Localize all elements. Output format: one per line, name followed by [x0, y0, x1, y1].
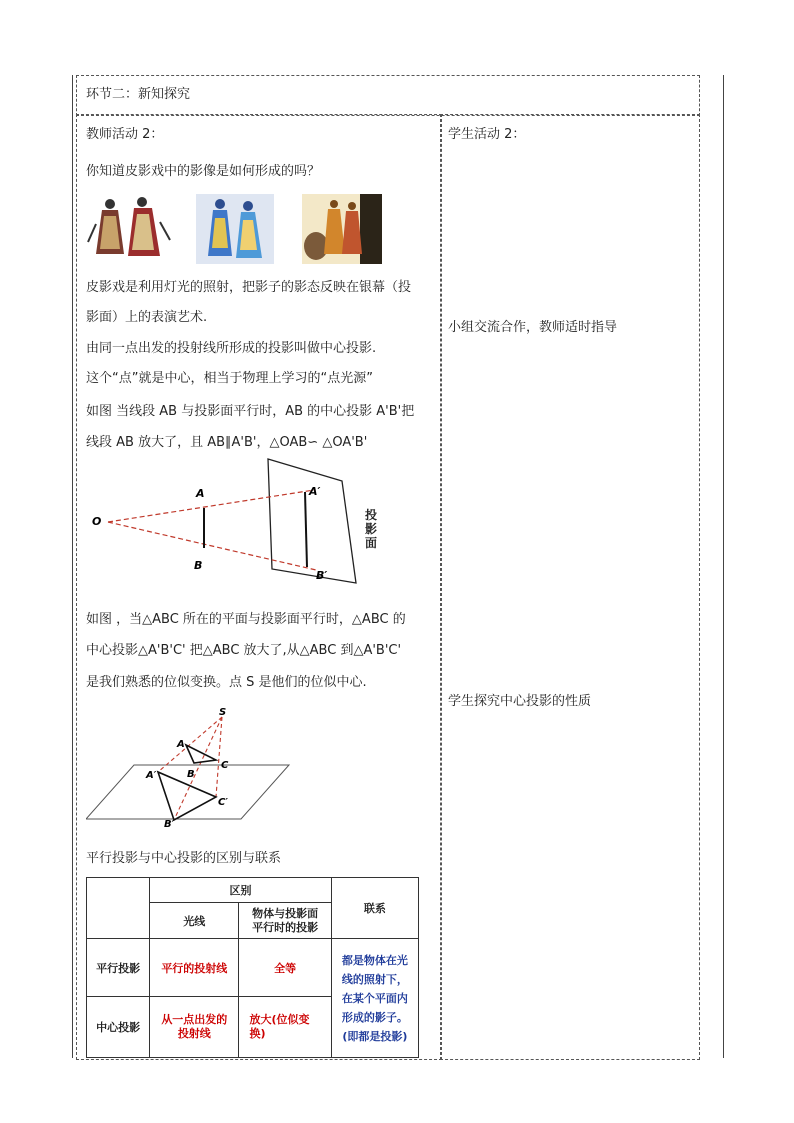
fig2-label-B1: B′	[164, 819, 175, 830]
section-title: 环节二：新知探究	[86, 87, 191, 102]
table-row2-label: 中心投影	[87, 997, 150, 1058]
fig2-label-A: A	[177, 739, 185, 750]
table-row2-proj	[239, 997, 331, 1058]
projection-plane-label: 投影面	[365, 508, 378, 550]
para2: 由同一点出发的投射线所形成的投影叫做中心投影.	[86, 341, 377, 356]
compare-title: 平行投影与中心投影的区别与联系	[86, 851, 282, 866]
para5-line1: 如图 ，当△ABC 所在的平面与投影面平行时，△ABC 的	[86, 612, 406, 627]
table-proj-header	[239, 903, 331, 939]
fig2-label-A1: A′	[146, 770, 157, 781]
para1-line2: 影面）上的表演艺术.	[86, 310, 208, 325]
table-diff-header: 区别	[150, 878, 332, 903]
para1-line1: 皮影戏是利用灯光的照射，把影子的影态反映在银幕（投	[86, 280, 412, 295]
table-row1-label: 平行投影	[87, 939, 150, 997]
fig1-label-O: O	[92, 515, 102, 528]
figure-homothety-triangles	[86, 705, 296, 830]
row2-light-line1: 从一点出发的	[161, 1013, 228, 1026]
fig1-label-A: A	[196, 487, 205, 500]
proj-header-line1: 物体与投影面	[252, 906, 319, 920]
row2-proj-line1: 放大(位似变	[249, 1013, 310, 1026]
table-relation-cell	[331, 939, 418, 1058]
teacher-header: 教师活动 2：	[86, 127, 164, 142]
relation-line: 都是物体在光	[341, 953, 408, 967]
puppet-image-2	[196, 194, 274, 264]
table-row1-light: 平行的投射线	[150, 939, 239, 997]
relation-line: 形成的影子。	[341, 1010, 408, 1024]
question-text: 你知道皮影戏中的影像是如何形成的吗？	[86, 164, 321, 179]
fig1-label-A1: A′	[309, 485, 321, 498]
para4-line2: 线段 AB 放大了，且 AB∥A'B'，△OAB∽ △OA'B'	[86, 435, 368, 450]
table-row1-proj: 全等	[239, 939, 331, 997]
para5-line3: 是我们熟悉的位似变换。点 S 是他们的位似中心.	[86, 675, 367, 690]
fig1-label-B: B	[194, 559, 203, 572]
para5-line2: 中心投影△A'B'C' 把△ABC 放大了,从△ABC 到△A'B'C'	[86, 643, 402, 658]
proj-header-line2: 平行时的投影	[252, 920, 319, 934]
table-row2-light	[150, 997, 239, 1058]
table-relation-header: 联系	[331, 878, 418, 939]
student-activity-2: 学生探究中心投影的性质	[448, 694, 592, 709]
figure-center-projection-segment	[86, 455, 386, 595]
relation-line: 线的照射下，	[341, 972, 408, 986]
fig2-label-S: S	[219, 707, 227, 718]
student-column	[440, 114, 700, 1060]
table-corner-cell	[87, 878, 150, 939]
student-activity-1: 小组交流合作，教师适时指导	[448, 320, 618, 335]
para4-line1: 如图 当线段 AB 与投影面平行时，AB 的中心投影 A'B'把	[86, 404, 415, 419]
puppet-image-3	[302, 194, 382, 264]
row2-proj-line2: 换)	[249, 1027, 266, 1040]
row2-light-line2: 投射线	[177, 1027, 211, 1040]
fig2-label-C: C	[221, 760, 229, 771]
student-header: 学生活动 2：	[448, 127, 526, 142]
fig1-label-B1: B′	[316, 569, 328, 582]
relation-line: (即都是投影)	[342, 1029, 408, 1043]
fig2-label-C1: C′	[218, 797, 228, 808]
puppet-image-1	[84, 194, 172, 264]
table-light-header: 光线	[150, 903, 239, 939]
relation-line: 在某个平面内	[341, 991, 408, 1005]
para3: 这个“点”就是中心，相当于物理上学习的“点光源”	[86, 371, 373, 386]
fig2-label-B: B	[187, 769, 195, 780]
comparison-table	[86, 877, 419, 1058]
